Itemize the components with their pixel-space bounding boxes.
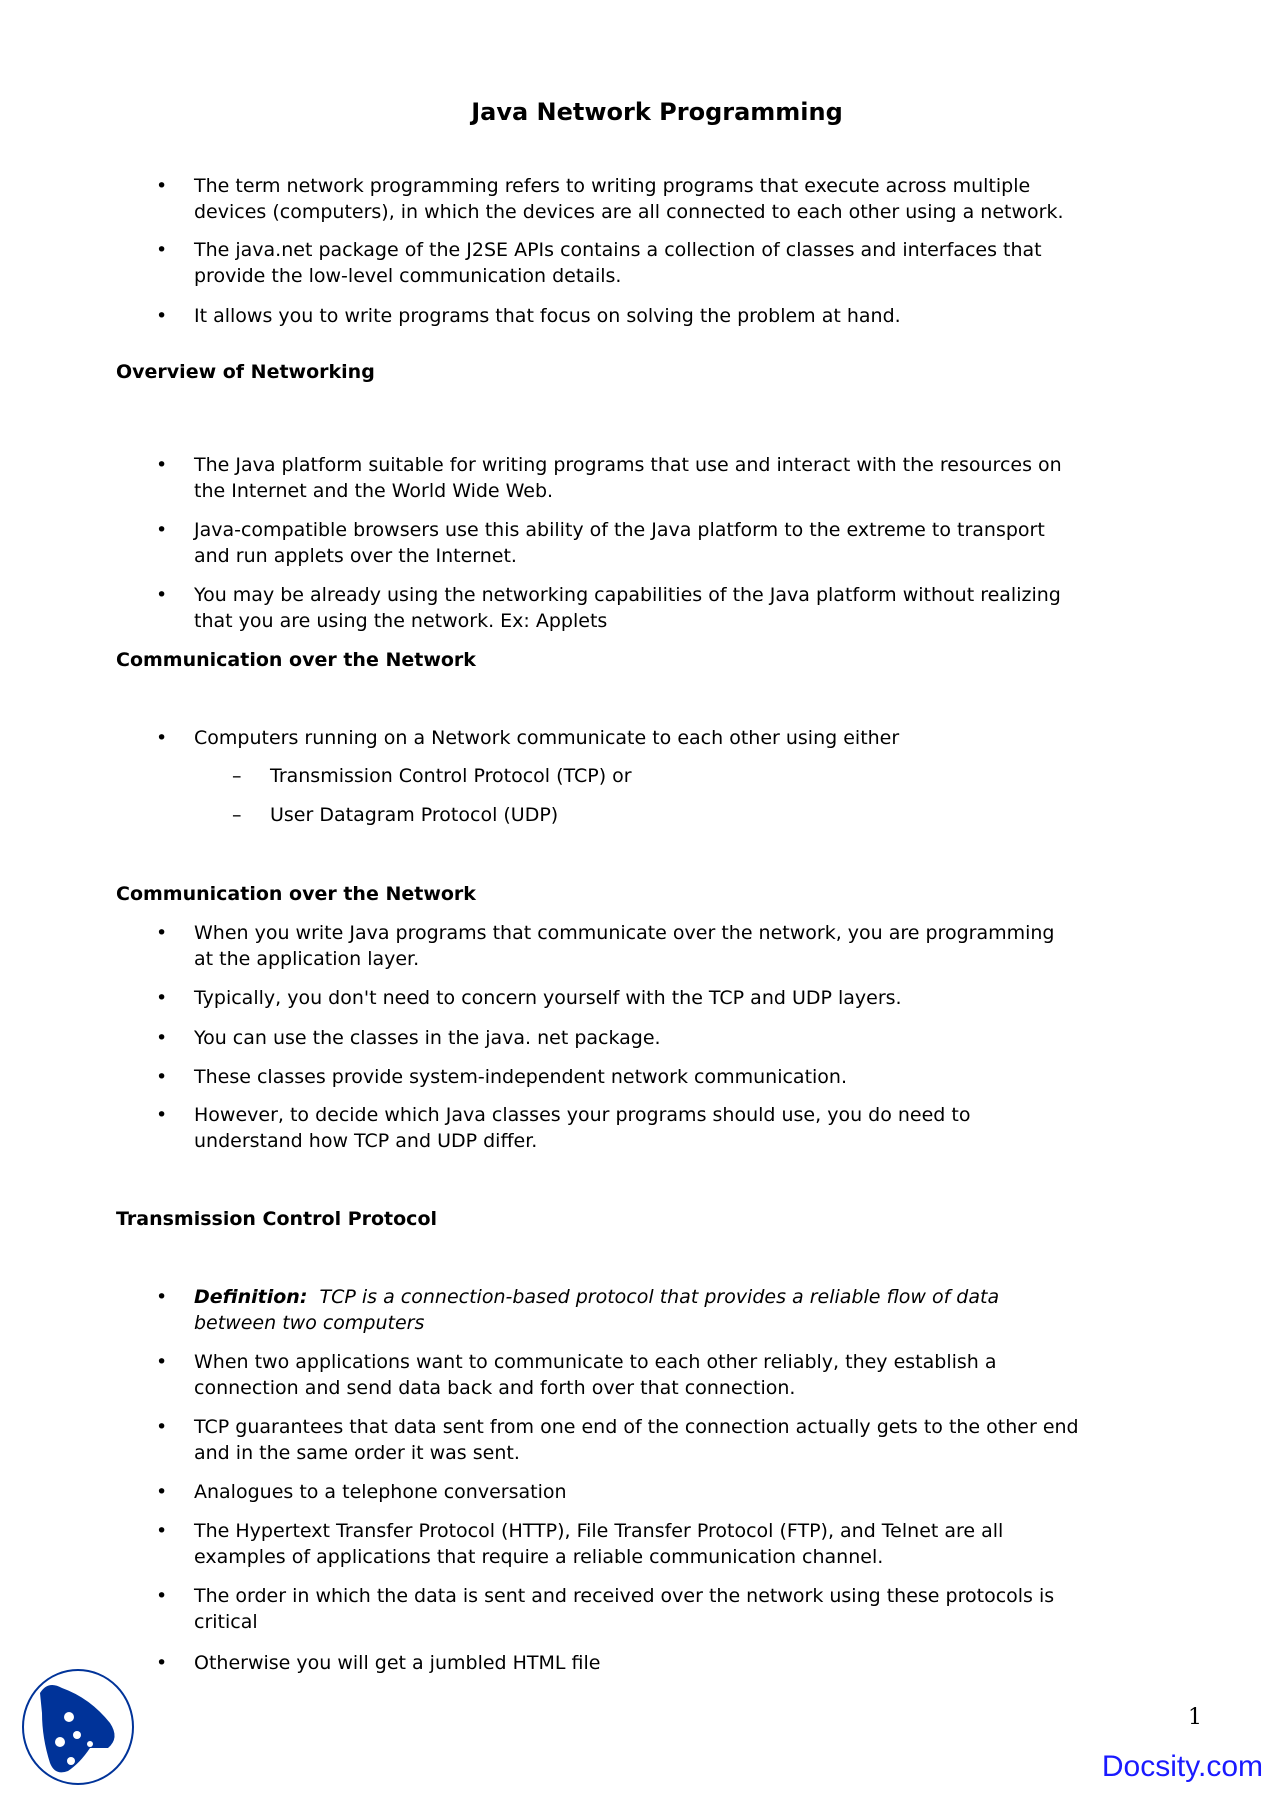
section-heading: Overview of Networking bbox=[116, 361, 375, 383]
list-item bbox=[194, 582, 1061, 634]
list-item bbox=[194, 920, 1055, 972]
list-item bbox=[194, 985, 902, 1011]
list-item bbox=[194, 1349, 997, 1401]
list-item bbox=[194, 1414, 1079, 1466]
bullet-icon: • bbox=[156, 1027, 168, 1049]
bullet-text-line: Java-compatible browsers use this ability of the Java platform to the extreme to transport bbox=[194, 519, 1045, 541]
bullet-text-line: critical bbox=[194, 1611, 258, 1633]
sub-list-item: Transmission Control Protocol (TCP) or bbox=[270, 765, 632, 787]
bullet-text-line: Otherwise you will get a jumbled HTML file bbox=[194, 1652, 601, 1674]
section-heading: Communication over the Network bbox=[116, 883, 476, 905]
bullet-text-line: Computers running on a Network communicate to each other using either bbox=[194, 727, 900, 749]
bullet-text-line: provide the low-level communication details. bbox=[194, 265, 622, 287]
bullet-icon: • bbox=[156, 239, 168, 261]
section-heading: Transmission Control Protocol bbox=[116, 1208, 438, 1230]
definition-line bbox=[194, 1310, 999, 1336]
list-item bbox=[194, 1650, 601, 1676]
bullet-icon: • bbox=[156, 1104, 168, 1126]
bullet-text-line: The order in which the data is sent and received over the network using these protocols is bbox=[194, 1585, 1055, 1607]
bullet-icon: • bbox=[156, 519, 168, 541]
bullet-icon: • bbox=[156, 1416, 168, 1438]
dash-icon: – bbox=[232, 804, 242, 826]
bullet-text-line: Analogues to a telephone conversation bbox=[194, 1481, 567, 1503]
definition-item bbox=[194, 1284, 999, 1336]
bullet-text-line: You may be already using the networking capabilities of the Java platform without realizing bbox=[194, 584, 1061, 606]
list-item bbox=[194, 725, 899, 751]
list-item bbox=[194, 517, 1045, 569]
bullet-text-line: understand how TCP and UDP differ. bbox=[194, 1130, 538, 1152]
bullet-text-line: You can use the classes in the java. net package. bbox=[194, 1027, 661, 1049]
list-item bbox=[194, 1102, 970, 1154]
bullet-text-line: The java.net package of the J2SE APIs contains a collection of classes and interfaces that bbox=[194, 239, 1042, 261]
bullet-icon: • bbox=[156, 1351, 168, 1373]
bullet-icon: • bbox=[156, 1520, 168, 1542]
bullet-icon: • bbox=[156, 305, 168, 327]
bullet-text-line: When you write Java programs that communicate over the network, you are programming bbox=[194, 922, 1055, 944]
list-item bbox=[194, 237, 1042, 289]
bullet-text-line: It allows you to write programs that focus on solving the problem at hand. bbox=[194, 305, 901, 327]
bullet-icon: • bbox=[156, 922, 168, 944]
section-heading: Communication over the Network bbox=[116, 649, 476, 671]
bullet-text-line: Typically, you don't need to concern yourself with the TCP and UDP layers. bbox=[194, 987, 902, 1009]
page-number: 1 bbox=[1188, 1705, 1202, 1730]
list-item bbox=[194, 303, 901, 329]
list-item bbox=[194, 1518, 1003, 1570]
bullet-text-line: devices (computers), in which the devices are all connected to each other using a network. bbox=[194, 201, 1064, 223]
bullet-text-line: The Java platform suitable for writing programs that use and interact with the resources on bbox=[194, 454, 1062, 476]
bullet-icon: • bbox=[156, 175, 168, 197]
list-item bbox=[194, 1479, 567, 1505]
list-item bbox=[194, 1064, 847, 1090]
bullet-text-line: the Internet and the World Wide Web. bbox=[194, 480, 554, 502]
bullet-icon: • bbox=[156, 727, 168, 749]
bullet-text-line: However, to decide which Java classes your programs should use, you do need to bbox=[194, 1104, 971, 1126]
bullet-icon: • bbox=[156, 1585, 168, 1607]
bullet-text-line: The term network programming refers to writing programs that execute across multiple bbox=[194, 175, 1031, 197]
definition-label: Definition: bbox=[194, 1286, 308, 1308]
bullet-text-line: connection and send data back and forth over that connection. bbox=[194, 1377, 796, 1399]
definition-text: TCP is a connection-based protocol that provides a reliable flow of data bbox=[319, 1286, 1000, 1308]
definition-line bbox=[194, 1284, 999, 1310]
bullet-icon: • bbox=[156, 1066, 168, 1088]
bullet-text-line: that you are using the network. Ex: Applets bbox=[194, 610, 608, 632]
definition-text: between two computers bbox=[194, 1312, 425, 1334]
docsity-link[interactable]: Docsity.com bbox=[1101, 1750, 1263, 1783]
bullet-text-line: TCP guarantees that data sent from one end of the connection actually gets to the other end bbox=[194, 1416, 1079, 1438]
list-item bbox=[194, 173, 1064, 225]
dash-icon: – bbox=[232, 765, 242, 787]
bullet-icon: • bbox=[156, 584, 168, 606]
bullet-text-line: The Hypertext Transfer Protocol (HTTP), File Transfer Protocol (FTP), and Telnet are all bbox=[194, 1520, 1004, 1542]
sub-list-item: User Datagram Protocol (UDP) bbox=[270, 804, 559, 826]
bullet-text-line: When two applications want to communicate to each other reliably, they establish a bbox=[194, 1351, 997, 1373]
bullet-text-line: and run applets over the Internet. bbox=[194, 545, 517, 567]
bullet-text-line: These classes provide system-independent network communication. bbox=[194, 1066, 848, 1088]
bullet-icon: • bbox=[156, 987, 168, 1009]
list-item bbox=[194, 452, 1062, 504]
bullet-icon: • bbox=[156, 1652, 168, 1674]
bullet-text-line: and in the same order it was sent. bbox=[194, 1442, 520, 1464]
docsity-logo-icon bbox=[20, 1668, 136, 1790]
bullet-icon: • bbox=[156, 1286, 168, 1308]
bullet-icon: • bbox=[156, 454, 168, 476]
bullet-icon: • bbox=[156, 1481, 168, 1503]
bullet-text-line: at the application layer. bbox=[194, 948, 420, 970]
list-item bbox=[194, 1025, 661, 1051]
bullet-text-line: examples of applications that require a reliable communication channel. bbox=[194, 1546, 884, 1568]
page-title: Java Network Programming bbox=[471, 98, 843, 126]
list-item bbox=[194, 1583, 1054, 1635]
